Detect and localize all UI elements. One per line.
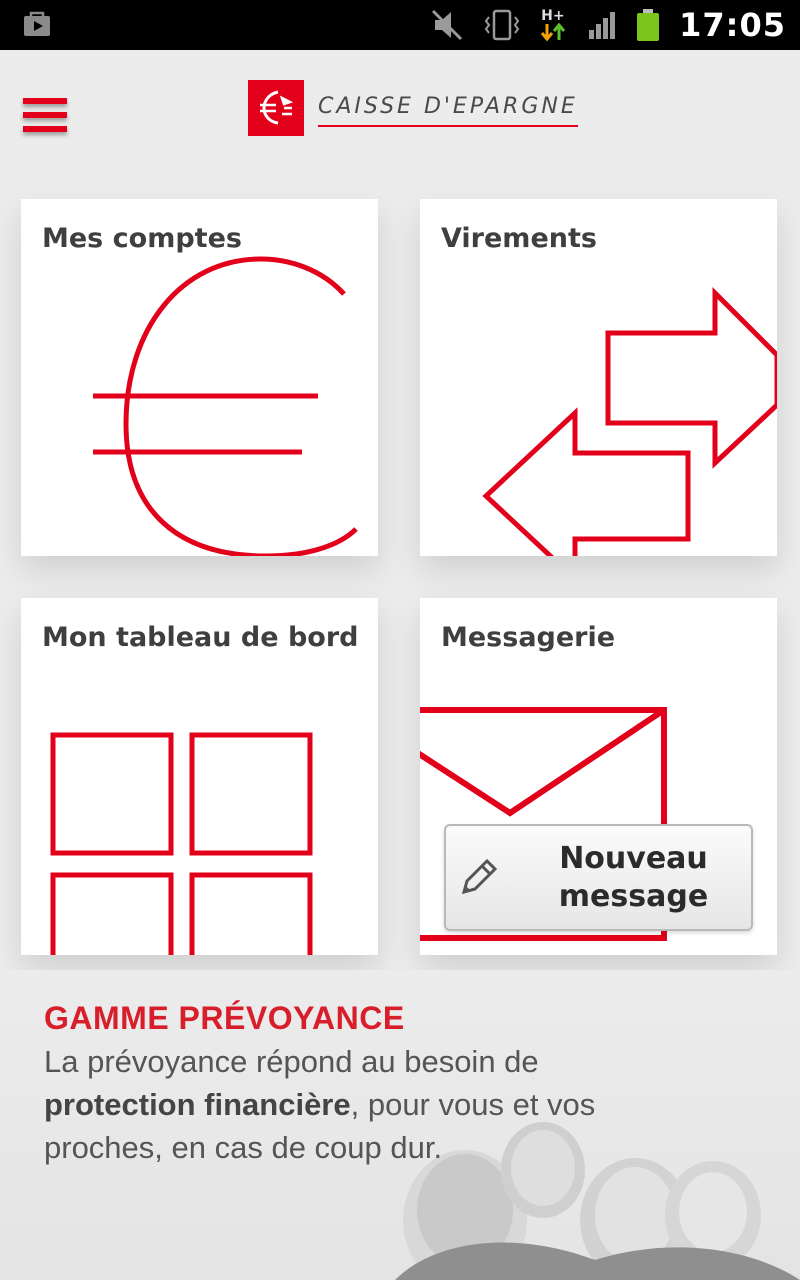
- promo-text: [44, 1040, 644, 1169]
- battery-icon: [635, 8, 661, 42]
- tile-mes-comptes[interactable]: [21, 199, 378, 556]
- network-type: H+: [541, 8, 565, 24]
- promo-banner[interactable]: [0, 970, 800, 1280]
- brand-logo: [248, 80, 578, 136]
- squirrel-logo-icon: [248, 80, 304, 136]
- pencil-icon: [456, 856, 500, 900]
- status-bar: [0, 0, 800, 50]
- tile-virements[interactable]: [420, 199, 777, 556]
- promo-text-bold: protection financière: [44, 1087, 351, 1122]
- new-message-label: Nouveau message: [558, 841, 709, 914]
- tile-title: Messagerie: [441, 622, 616, 653]
- store-icon: [22, 10, 52, 38]
- tile-tableau-de-bord[interactable]: [21, 598, 378, 955]
- network-arrows-icon: [539, 8, 569, 42]
- tile-title: Virements: [441, 223, 597, 254]
- promo-text-part: La prévoyance répond au besoin de: [44, 1044, 539, 1079]
- mute-icon: [429, 8, 465, 42]
- vibrate-icon: [483, 8, 521, 42]
- tile-title: Mon tableau de bord: [42, 622, 359, 653]
- hamburger-menu-icon[interactable]: [10, 80, 80, 150]
- promo-title: GAMME PRÉVOYANCE: [44, 1000, 405, 1036]
- brand-name: CAISSE D'EPARGNE: [318, 94, 578, 123]
- new-message-button[interactable]: [444, 824, 753, 931]
- promo-text-part: , pour vous et vos proches, en cas de coup dur.: [44, 1087, 596, 1165]
- app-header: [0, 50, 800, 160]
- tile-title: Mes comptes: [42, 223, 242, 254]
- signal-icon: [587, 10, 617, 40]
- status-time: 17:05: [679, 6, 786, 44]
